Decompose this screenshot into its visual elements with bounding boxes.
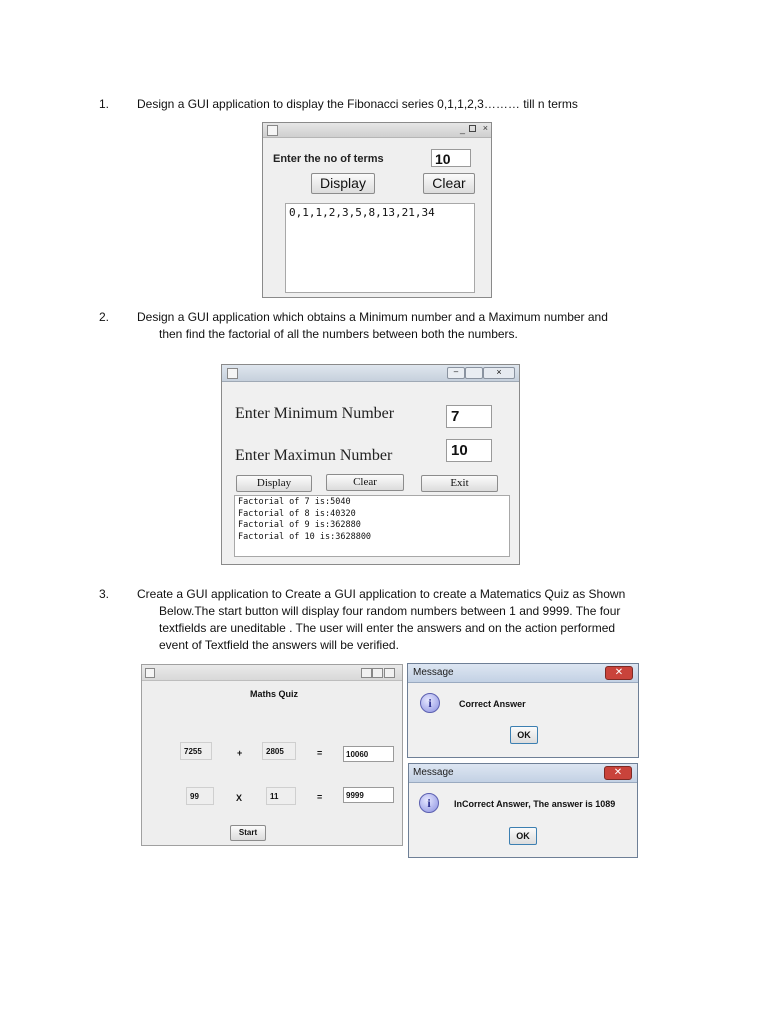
title-bar <box>142 665 402 681</box>
fibonacci-window <box>262 122 492 298</box>
display-button-label: Display <box>320 175 366 191</box>
clear-button-label: Clear <box>432 175 466 191</box>
display-button-label: Display <box>256 477 292 489</box>
info-icon: i <box>419 793 439 813</box>
dialog-title: Message <box>413 667 454 678</box>
question-text-line: then find the factorial of all the numbers between both the numbers. <box>159 327 518 341</box>
factorial-window <box>221 364 520 565</box>
equals-sign: = <box>317 748 323 758</box>
operand-b-value: 2805 <box>266 747 284 756</box>
output-line: Factorial of 9 is:362880 <box>238 520 361 530</box>
clear-button-label: Clear <box>353 476 377 488</box>
answer-input[interactable] <box>343 787 394 803</box>
maximize-icon[interactable] <box>372 668 383 678</box>
operand-b-field <box>266 787 296 805</box>
minimize-icon[interactable]: _ <box>459 124 465 134</box>
clear-button[interactable] <box>326 474 404 491</box>
ok-button[interactable] <box>509 827 537 845</box>
maximize-icon[interactable] <box>465 367 483 379</box>
close-icon[interactable]: × <box>483 367 515 379</box>
clear-button[interactable] <box>423 173 475 194</box>
message-text: InCorrect Answer, The answer is 1089 <box>454 799 616 809</box>
exit-button[interactable] <box>421 475 498 492</box>
close-icon[interactable]: × <box>482 123 488 133</box>
title-bar <box>409 764 637 783</box>
question-number: 3. <box>99 587 110 601</box>
fibonacci-output: 0,1,1,2,3,5,8,13,21,34 <box>289 206 435 219</box>
min-value: 7 <box>451 408 460 425</box>
question-text-line: textfields are uneditable . The user will enter the answers and on the action performed <box>159 621 616 635</box>
question-text-line: event of Textfield the answers will be verified. <box>159 638 399 652</box>
close-icon[interactable]: ✕ <box>605 666 633 680</box>
terms-value: 10 <box>435 151 451 167</box>
equals-sign: = <box>317 792 323 802</box>
ok-button-label: OK <box>517 730 531 740</box>
minimize-icon[interactable] <box>361 668 372 678</box>
message-text: Correct Answer <box>459 699 526 709</box>
question-text-line: Create a GUI application to Create a GUI application to create a Matematics Quiz as Shown <box>137 587 626 601</box>
operand-a-value: 99 <box>190 792 199 801</box>
operand-a-value: 7255 <box>184 747 202 756</box>
question-number: 1. <box>99 97 110 111</box>
operand-a-field <box>180 742 212 760</box>
terms-label: Enter the no of terms <box>273 153 384 165</box>
ok-button-label: OK <box>516 831 530 841</box>
title-bar <box>263 123 491 138</box>
close-icon[interactable] <box>384 668 395 678</box>
display-button[interactable] <box>311 173 375 194</box>
operand-b-value: 11 <box>270 792 279 801</box>
close-icon[interactable]: ✕ <box>604 766 632 780</box>
quiz-title: Maths Quiz <box>250 689 299 699</box>
max-value: 10 <box>451 442 468 459</box>
java-app-icon <box>227 368 238 379</box>
maths-quiz-window <box>141 664 403 846</box>
operand-a-field <box>186 787 214 805</box>
terms-input[interactable] <box>431 149 471 167</box>
max-input[interactable] <box>446 439 492 462</box>
output-line: Factorial of 7 is:5040 <box>238 497 351 507</box>
operand-b-field <box>262 742 296 760</box>
maximize-icon[interactable] <box>469 125 476 132</box>
info-icon: i <box>420 693 440 713</box>
min-input[interactable] <box>446 405 492 428</box>
max-label: Enter Maximun Number <box>235 447 393 464</box>
question-number: 2. <box>99 310 110 324</box>
output-line: Factorial of 8 is:40320 <box>238 508 356 519</box>
output-textarea[interactable] <box>285 203 475 293</box>
output-line: Factorial of 10 is:3628800 <box>238 531 372 542</box>
java-app-icon <box>145 668 155 678</box>
minimize-icon[interactable]: – <box>447 367 465 379</box>
java-app-icon <box>267 125 278 136</box>
answer-value: 9999 <box>346 791 364 800</box>
start-button-label: Start <box>238 828 258 837</box>
title-bar <box>222 365 519 382</box>
exit-button-label: Exit <box>450 477 469 489</box>
incorrect-message-dialog <box>408 763 638 858</box>
plus-operator: + <box>237 748 243 758</box>
dialog-title: Message <box>413 767 454 778</box>
correct-message-dialog <box>407 663 639 758</box>
question-text: Design a GUI application to display the Fibonacci series 0,1,1,2,3……… till n terms <box>137 97 578 111</box>
display-button[interactable] <box>236 475 312 492</box>
title-bar <box>408 664 638 683</box>
multiply-operator: X <box>236 793 243 803</box>
question-text-line: Below.The start button will display four random numbers between 1 and 9999. The four <box>159 604 621 618</box>
output-textarea[interactable] <box>234 495 510 557</box>
answer-input[interactable] <box>343 746 394 762</box>
start-button[interactable] <box>230 825 266 841</box>
min-label: Enter Minimum Number <box>235 405 395 422</box>
answer-value: 10060 <box>346 750 369 759</box>
ok-button[interactable] <box>510 726 538 744</box>
question-text-line: Design a GUI application which obtains a Minimum number and a Maximum number and <box>137 310 608 324</box>
